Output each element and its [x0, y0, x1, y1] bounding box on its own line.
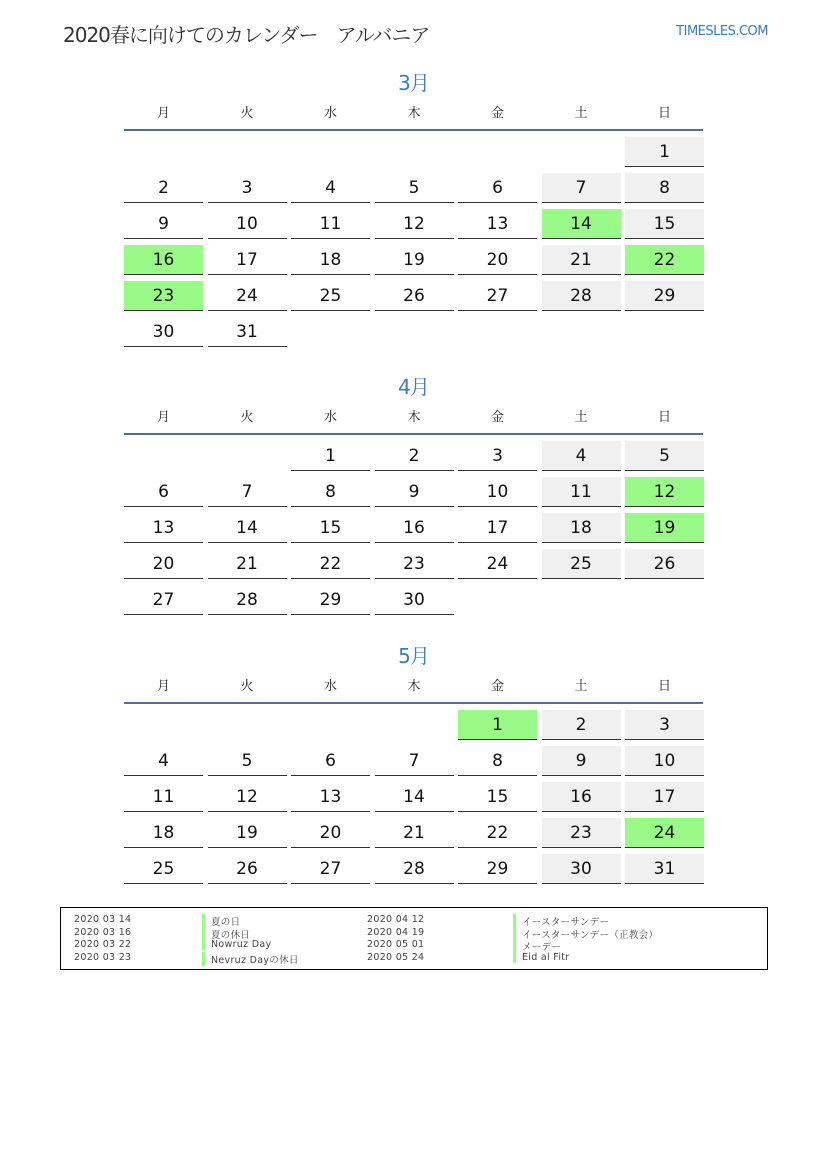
day-cell[interactable]: 17	[208, 245, 287, 275]
day-cell[interactable]: 7	[542, 173, 621, 203]
day-cell[interactable]: 16	[375, 513, 454, 543]
legend-holiday-name: Eid al Fitr	[513, 952, 570, 963]
weekday-label: 金	[490, 679, 504, 694]
day-cell[interactable]: 29	[291, 585, 370, 615]
day-cell[interactable]: 31	[625, 854, 704, 884]
day-cell[interactable]: 4	[291, 173, 370, 203]
day-cell[interactable]: 8	[625, 173, 704, 203]
day-cell[interactable]: 6	[124, 477, 203, 507]
legend-holiday-name: Nevruz Dayの休日	[202, 952, 299, 966]
day-cell[interactable]: 27	[458, 281, 537, 311]
day-cell[interactable]: 15	[291, 513, 370, 543]
day-cell[interactable]: 27	[124, 585, 203, 615]
day-cell[interactable]: 1	[458, 710, 537, 740]
day-cell[interactable]: 10	[208, 209, 287, 239]
day-cell[interactable]: 30	[542, 854, 621, 884]
day-cell[interactable]: 3	[458, 441, 537, 471]
month-block	[124, 640, 703, 879]
day-cell[interactable]: 28	[208, 585, 287, 615]
day-cell[interactable]: 2	[124, 173, 203, 203]
day-cell[interactable]: 16	[542, 782, 621, 812]
day-cell[interactable]: 17	[458, 513, 537, 543]
day-cell[interactable]: 5	[208, 746, 287, 776]
day-cell[interactable]: 25	[124, 854, 203, 884]
day-cell[interactable]: 23	[542, 818, 621, 848]
month-block	[124, 67, 703, 342]
day-cell[interactable]: 5	[375, 173, 454, 203]
day-cell[interactable]: 29	[625, 281, 704, 311]
day-cell[interactable]: 23	[375, 549, 454, 579]
weekday-label: 土	[574, 410, 588, 425]
month-title: 4月	[398, 375, 429, 399]
weekday-label: 金	[490, 106, 504, 121]
day-cell[interactable]: 13	[124, 513, 203, 543]
day-cell[interactable]: 11	[291, 209, 370, 239]
day-cell[interactable]: 28	[542, 281, 621, 311]
day-cell[interactable]: 10	[625, 746, 704, 776]
weekday-label: 土	[574, 106, 588, 121]
day-cell[interactable]: 14	[208, 513, 287, 543]
day-cell[interactable]: 22	[625, 245, 704, 275]
brand-link[interactable]: TIMESLES.COM	[676, 24, 768, 39]
day-cell[interactable]: 24	[208, 281, 287, 311]
day-cell[interactable]: 8	[458, 746, 537, 776]
weekday-label: 日	[657, 410, 671, 425]
weekday-label: 水	[323, 106, 337, 121]
month-title: 5月	[398, 644, 429, 668]
day-cell[interactable]: 7	[375, 746, 454, 776]
weekday-label: 日	[657, 106, 671, 121]
day-cell[interactable]: 21	[208, 549, 287, 579]
legend-date: 2020 04 12	[367, 914, 425, 925]
day-cell[interactable]: 12	[625, 477, 704, 507]
weekday-label: 水	[323, 679, 337, 694]
day-cell[interactable]: 4	[542, 441, 621, 471]
legend-date: 2020 04 19	[367, 926, 425, 938]
day-cell[interactable]: 18	[124, 818, 203, 848]
legend-holiday-name: イースターサンデー	[513, 914, 609, 928]
weekday-label: 月	[156, 410, 170, 425]
day-cell[interactable]: 27	[291, 854, 370, 884]
weekday-label: 土	[574, 679, 588, 694]
weekday-header	[124, 672, 703, 704]
day-cell[interactable]: 4	[124, 746, 203, 776]
day-cell[interactable]: 3	[208, 173, 287, 203]
day-cell[interactable]: 14	[542, 209, 621, 239]
day-cell[interactable]: 6	[291, 746, 370, 776]
weekday-header	[124, 403, 703, 435]
day-cell[interactable]: 15	[458, 782, 537, 812]
day-cell[interactable]: 22	[291, 549, 370, 579]
holiday-legend	[60, 907, 768, 970]
day-cell[interactable]: 10	[458, 477, 537, 507]
day-cell[interactable]: 30	[124, 317, 203, 347]
day-cell[interactable]: 16	[124, 245, 203, 275]
day-cell[interactable]: 2	[375, 441, 454, 471]
day-cell[interactable]: 26	[625, 549, 704, 579]
day-cell[interactable]: 21	[542, 245, 621, 275]
day-cell[interactable]: 15	[625, 209, 704, 239]
day-cell[interactable]: 9	[124, 209, 203, 239]
day-cell[interactable]: 26	[208, 854, 287, 884]
month-block	[124, 371, 703, 610]
legend-date: 2020 05 01	[367, 939, 425, 950]
month-title: 3月	[398, 71, 429, 95]
day-cell[interactable]: 12	[208, 782, 287, 812]
legend-date: 2020 03 22	[74, 939, 132, 950]
legend-date: 2020 05 24	[367, 951, 425, 963]
day-cell[interactable]: 21	[375, 818, 454, 848]
weekday-label: 火	[240, 106, 254, 121]
weekday-label: 月	[156, 679, 170, 694]
day-cell[interactable]: 20	[124, 549, 203, 579]
day-cell[interactable]: 19	[375, 245, 454, 275]
day-cell[interactable]: 1	[625, 137, 704, 167]
day-cell[interactable]: 14	[375, 782, 454, 812]
day-cell[interactable]: 24	[458, 549, 537, 579]
day-cell[interactable]: 11	[542, 477, 621, 507]
day-cell[interactable]: 19	[625, 513, 704, 543]
day-cell[interactable]: 7	[208, 477, 287, 507]
day-cell[interactable]: 30	[375, 585, 454, 615]
legend-holiday-name: イースターサンデー（正教会）	[513, 927, 658, 941]
weekday-label: 日	[657, 679, 671, 694]
weekday-label: 木	[407, 410, 421, 425]
day-cell[interactable]: 1	[291, 441, 370, 471]
day-cell[interactable]: 17	[625, 782, 704, 812]
day-cell[interactable]: 11	[124, 782, 203, 812]
day-cell[interactable]: 20	[458, 245, 537, 275]
weekday-label: 月	[156, 106, 170, 121]
legend-holiday-name: 夏の休日	[202, 927, 250, 941]
day-cell[interactable]: 18	[542, 513, 621, 543]
weekday-label: 木	[407, 106, 421, 121]
weekday-header	[124, 99, 703, 131]
day-cell[interactable]: 24	[625, 818, 704, 848]
day-cell[interactable]: 31	[208, 317, 287, 347]
day-cell[interactable]: 20	[291, 818, 370, 848]
weekday-label: 火	[240, 410, 254, 425]
day-cell[interactable]: 12	[375, 209, 454, 239]
day-cell[interactable]: 3	[625, 710, 704, 740]
day-cell[interactable]: 25	[542, 549, 621, 579]
weekday-label: 木	[407, 679, 421, 694]
weekday-label: 火	[240, 679, 254, 694]
day-cell[interactable]: 29	[458, 854, 537, 884]
day-cell[interactable]: 26	[375, 281, 454, 311]
legend-holiday-name: 夏の日	[202, 914, 240, 928]
weekday-label: 水	[323, 410, 337, 425]
day-cell[interactable]: 8	[291, 477, 370, 507]
legend-holiday-name: メーデー	[513, 939, 561, 953]
weekday-label: 金	[490, 410, 504, 425]
day-cell[interactable]: 9	[375, 477, 454, 507]
day-cell[interactable]: 13	[458, 209, 537, 239]
day-cell[interactable]: 28	[375, 854, 454, 884]
day-cell[interactable]: 9	[542, 746, 621, 776]
day-cell[interactable]: 2	[542, 710, 621, 740]
day-cell[interactable]: 13	[291, 782, 370, 812]
day-cell[interactable]: 25	[291, 281, 370, 311]
legend-date: 2020 03 16	[74, 926, 132, 938]
day-cell[interactable]: 22	[458, 818, 537, 848]
legend-holiday-name: Nowruz Day	[202, 939, 271, 950]
page-title: 2020春に向けてのカレンダー アルバニア	[63, 23, 430, 47]
day-cell[interactable]: 6	[458, 173, 537, 203]
day-cell[interactable]: 23	[124, 281, 203, 311]
day-cell[interactable]: 18	[291, 245, 370, 275]
day-cell[interactable]: 19	[208, 818, 287, 848]
legend-date: 2020 03 23	[74, 951, 132, 963]
day-cell[interactable]: 5	[625, 441, 704, 471]
legend-date: 2020 03 14	[74, 914, 132, 925]
